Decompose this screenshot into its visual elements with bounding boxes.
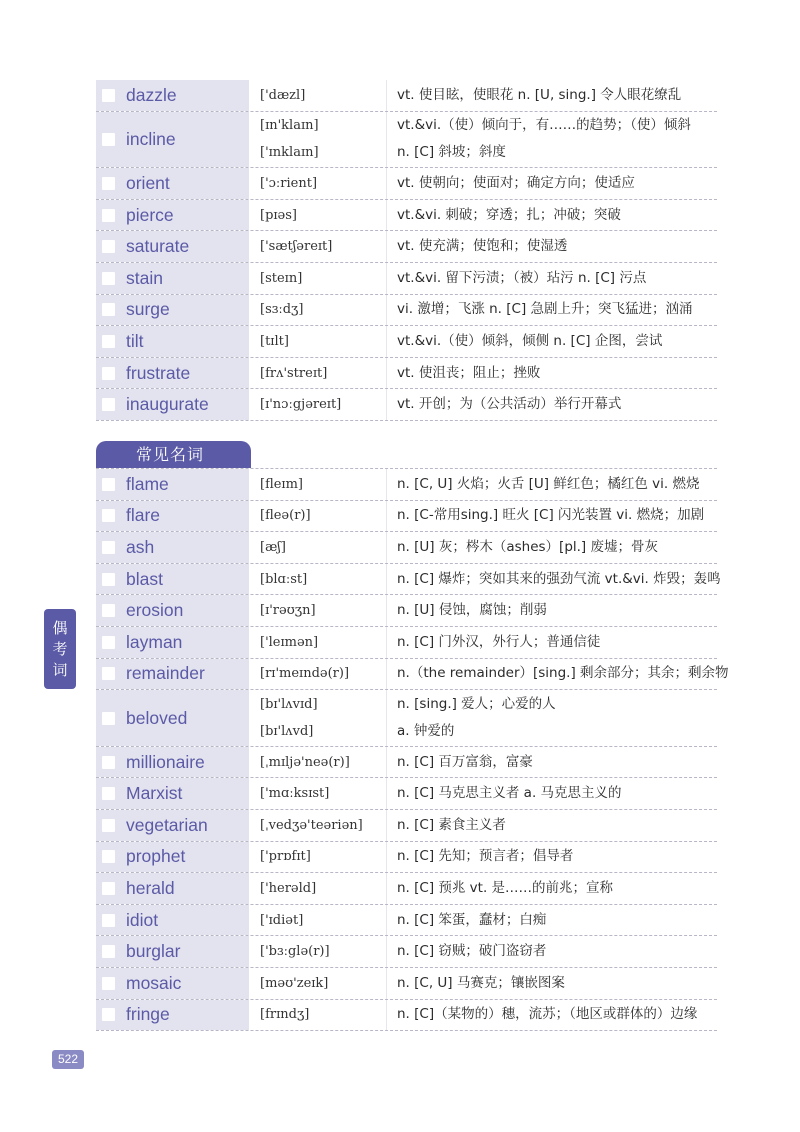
phonetic: [sɜːdʒ] bbox=[260, 302, 304, 318]
headword: saturate bbox=[126, 236, 190, 257]
word-cell bbox=[96, 112, 251, 168]
definition: n. [C] 马克思主义者 a. 马克思主义的 bbox=[397, 785, 622, 802]
phonetic: ['prɒfɪt] bbox=[260, 849, 311, 865]
checkbox-square-icon[interactable] bbox=[102, 573, 115, 586]
side-tab-char: 偶 bbox=[52, 618, 68, 637]
word-cell bbox=[96, 469, 251, 500]
checkbox-square-icon[interactable] bbox=[102, 667, 115, 680]
phonetic-cell bbox=[251, 112, 387, 168]
word-cell bbox=[96, 295, 251, 326]
word-row bbox=[96, 564, 721, 596]
verb-table bbox=[96, 80, 717, 421]
definition: n.（the remainder）[sing.] 剩余部分；其余；剩余物 bbox=[397, 665, 729, 682]
checkbox-square-icon[interactable] bbox=[102, 133, 115, 146]
definition: vt. 使朝向；使面对；确定方向；使适应 bbox=[397, 175, 635, 192]
headword: burglar bbox=[126, 941, 181, 962]
phonetic: ['bɜːglə(r)] bbox=[260, 944, 330, 960]
phonetic-cell bbox=[251, 873, 387, 904]
word-cell bbox=[96, 690, 251, 746]
headword: Marxist bbox=[126, 783, 183, 804]
phonetic: [ɪ'nɔːgjəreɪt] bbox=[260, 397, 342, 413]
checkbox-square-icon[interactable] bbox=[102, 240, 115, 253]
headword: orient bbox=[126, 173, 170, 194]
headword: ash bbox=[126, 536, 155, 557]
definition: vt. 开创；为（公共活动）举行开幕式 bbox=[397, 396, 622, 413]
section-title: 常见名词 bbox=[96, 441, 251, 468]
definition: n. [sing.] 爱人；心爱的人 bbox=[397, 696, 556, 712]
phonetic-cell bbox=[251, 231, 387, 262]
definition-cell bbox=[387, 690, 717, 746]
definition-cell bbox=[387, 501, 717, 532]
phonetic-cell bbox=[251, 501, 387, 532]
side-tab bbox=[44, 609, 76, 689]
word-row bbox=[96, 936, 717, 968]
word-cell bbox=[96, 168, 251, 199]
phonetic-cell bbox=[251, 842, 387, 873]
definition-cell bbox=[387, 469, 717, 500]
word-cell bbox=[96, 778, 251, 809]
definition-cell bbox=[387, 778, 717, 809]
phonetic: [frʌ'streɪt] bbox=[260, 365, 328, 381]
phonetic-cell bbox=[251, 80, 387, 111]
definition-cell bbox=[387, 532, 717, 563]
checkbox-square-icon[interactable] bbox=[102, 509, 115, 522]
word-cell bbox=[96, 659, 251, 690]
definition-cell bbox=[387, 200, 717, 231]
headword: surge bbox=[126, 299, 170, 320]
word-cell bbox=[96, 1000, 251, 1031]
phonetic: [ɪ'rəʊʒn] bbox=[260, 603, 316, 619]
definition-cell bbox=[387, 564, 721, 595]
phonetic-cell bbox=[251, 389, 387, 420]
word-cell bbox=[96, 842, 251, 873]
phonetic: [bɪ'lʌvɪd] bbox=[260, 697, 318, 712]
headword: vegetarian bbox=[126, 814, 208, 835]
definition-cell bbox=[387, 659, 729, 690]
word-row bbox=[96, 501, 717, 533]
phonetic-cell bbox=[251, 532, 387, 563]
definition: n. [C] 斜坡；斜度 bbox=[397, 144, 506, 161]
word-cell bbox=[96, 936, 251, 967]
definition: n. [C] 素食主义者 bbox=[397, 816, 506, 833]
definition: n. [C, U] 马赛克；镶嵌图案 bbox=[397, 974, 565, 991]
checkbox-square-icon[interactable] bbox=[102, 209, 115, 222]
definition: vt.&vi.（使）倾斜，倾侧 n. [C] 企图，尝试 bbox=[397, 333, 663, 350]
definition-cell bbox=[387, 358, 717, 389]
phonetic-cell bbox=[251, 200, 387, 231]
word-row bbox=[96, 690, 717, 747]
phonetic-cell bbox=[251, 968, 387, 999]
phonetic: [ɪn'klaɪn] bbox=[260, 118, 319, 134]
phonetic-cell bbox=[251, 168, 387, 199]
headword: tilt bbox=[126, 331, 144, 352]
phonetic-cell bbox=[251, 326, 387, 357]
checkbox-square-icon[interactable] bbox=[102, 914, 115, 927]
phonetic: ['ɪdiət] bbox=[260, 912, 304, 928]
word-cell bbox=[96, 810, 251, 841]
phonetic: [rɪ'meɪndə(r)] bbox=[260, 666, 350, 682]
phonetic-cell bbox=[251, 595, 387, 626]
headword: prophet bbox=[126, 846, 186, 867]
checkbox-square-icon[interactable] bbox=[102, 541, 115, 554]
word-row bbox=[96, 1000, 717, 1032]
definition-cell bbox=[387, 936, 717, 967]
phonetic-cell bbox=[251, 905, 387, 936]
word-row bbox=[96, 112, 717, 169]
word-cell bbox=[96, 595, 251, 626]
definition-cell bbox=[387, 263, 717, 294]
definition: n. [C] 百万富翁，富豪 bbox=[397, 753, 533, 770]
phonetic-cell bbox=[251, 810, 387, 841]
phonetic-cell bbox=[251, 263, 387, 294]
word-row bbox=[96, 231, 717, 263]
checkbox-square-icon[interactable] bbox=[102, 1008, 115, 1021]
checkbox-square-icon[interactable] bbox=[102, 819, 115, 832]
definition: vt. 使目眩，使眼花 n. [U, sing.] 令人眼花缭乱 bbox=[397, 86, 682, 103]
definition: a. 钟爱的 bbox=[397, 723, 455, 739]
side-tab-char: 词 bbox=[52, 660, 68, 679]
definition: n. [U] 灰；梣木（ashes）[pl.] 废墟；骨灰 bbox=[397, 538, 658, 555]
checkbox-square-icon[interactable] bbox=[102, 367, 115, 380]
definition-cell bbox=[387, 595, 717, 626]
definition-cell bbox=[387, 1000, 717, 1031]
definition: vt.&vi. 留下污渍；（被）玷污 n. [C] 污点 bbox=[397, 269, 647, 286]
definition-cell bbox=[387, 810, 717, 841]
phonetic-cell bbox=[251, 659, 387, 690]
definition-cell bbox=[387, 873, 717, 904]
headword: herald bbox=[126, 878, 175, 899]
word-row bbox=[96, 295, 717, 327]
phonetic: ['ɪnklaɪn] bbox=[260, 145, 319, 161]
word-row bbox=[96, 659, 729, 691]
page-number: 522 bbox=[52, 1050, 84, 1069]
checkbox-square-icon[interactable] bbox=[102, 604, 115, 617]
checkbox-square-icon[interactable] bbox=[102, 636, 115, 649]
phonetic: [steɪn] bbox=[260, 270, 303, 286]
word-cell bbox=[96, 627, 251, 658]
definition: n. [C] 预兆 vt. 是……的前兆；宣称 bbox=[397, 880, 614, 897]
phonetic-cell bbox=[251, 778, 387, 809]
phonetic-cell bbox=[251, 1000, 387, 1031]
phonetic: [tɪlt] bbox=[260, 334, 289, 350]
word-cell bbox=[96, 873, 251, 904]
word-row bbox=[96, 532, 717, 564]
phonetic-cell bbox=[251, 295, 387, 326]
definition: n. [C] 笨蛋，蠢材；白痴 bbox=[397, 911, 547, 928]
definition-cell bbox=[387, 231, 717, 262]
definition-cell bbox=[387, 80, 717, 111]
word-cell bbox=[96, 326, 251, 357]
definition: vt.&vi. 刺破；穿透；扎；冲破；突破 bbox=[397, 206, 621, 223]
word-row bbox=[96, 595, 717, 627]
word-row bbox=[96, 747, 717, 779]
headword: pierce bbox=[126, 204, 174, 225]
word-cell bbox=[96, 501, 251, 532]
definition: vi. 激增；飞涨 n. [C] 急剧上升；突飞猛进；汹涌 bbox=[397, 301, 693, 318]
word-row bbox=[96, 968, 717, 1000]
headword: layman bbox=[126, 631, 183, 652]
headword: flame bbox=[126, 473, 169, 494]
word-row bbox=[96, 905, 717, 937]
checkbox-square-icon[interactable] bbox=[102, 787, 115, 800]
word-row bbox=[96, 627, 717, 659]
definition-cell bbox=[387, 627, 717, 658]
phonetic: ['leɪmən] bbox=[260, 634, 319, 650]
word-cell bbox=[96, 389, 251, 420]
phonetic: [bɪ'lʌvd] bbox=[260, 724, 314, 739]
word-cell bbox=[96, 532, 251, 563]
phonetic: [məʊ'zeɪk] bbox=[260, 975, 329, 991]
checkbox-square-icon[interactable] bbox=[102, 478, 115, 491]
word-cell bbox=[96, 905, 251, 936]
noun-section bbox=[96, 441, 729, 1031]
headword: idiot bbox=[126, 909, 159, 930]
word-row bbox=[96, 842, 717, 874]
word-row bbox=[96, 469, 717, 501]
headword: inaugurate bbox=[126, 394, 209, 415]
word-row bbox=[96, 389, 717, 421]
word-row bbox=[96, 80, 717, 112]
word-cell bbox=[96, 358, 251, 389]
checkbox-square-icon[interactable] bbox=[102, 177, 115, 190]
definition: n. [C] 爆炸；突如其来的强劲气流 vt.&vi. 炸毁；轰鸣 bbox=[397, 570, 721, 587]
definition-cell bbox=[387, 112, 717, 168]
definition-cell bbox=[387, 842, 717, 873]
word-row bbox=[96, 326, 717, 358]
phonetic: [pɪəs] bbox=[260, 207, 297, 223]
headword: blast bbox=[126, 568, 163, 589]
headword: erosion bbox=[126, 600, 184, 621]
phonetic-cell bbox=[251, 747, 387, 778]
headword: frustrate bbox=[126, 362, 191, 383]
headword: millionaire bbox=[126, 751, 205, 772]
phonetic: ['dæzl] bbox=[260, 87, 306, 103]
word-row bbox=[96, 873, 717, 905]
headword: flare bbox=[126, 505, 161, 526]
phonetic: [fleə(r)] bbox=[260, 508, 311, 524]
word-cell bbox=[96, 747, 251, 778]
section-header bbox=[96, 441, 717, 469]
definition-cell bbox=[387, 326, 717, 357]
phonetic-cell bbox=[251, 936, 387, 967]
definition: n. [C, U] 火焰；火舌 [U] 鲜红色；橘红色 vi. 燃烧 bbox=[397, 475, 700, 492]
side-tab-char: 考 bbox=[52, 639, 68, 658]
checkbox-square-icon[interactable] bbox=[102, 712, 115, 725]
definition: n. [C] 窃贼；破门盗窃者 bbox=[397, 943, 547, 960]
checkbox-square-icon[interactable] bbox=[102, 977, 115, 990]
word-row bbox=[96, 358, 717, 390]
definition-cell bbox=[387, 968, 717, 999]
phonetic-cell bbox=[251, 690, 387, 746]
word-row bbox=[96, 778, 717, 810]
definition-cell bbox=[387, 168, 717, 199]
word-cell bbox=[96, 231, 251, 262]
checkbox-square-icon[interactable] bbox=[102, 882, 115, 895]
word-row bbox=[96, 168, 717, 200]
phonetic: [frɪndʒ] bbox=[260, 1007, 310, 1023]
phonetic: ['sætʃəreɪt] bbox=[260, 239, 333, 255]
phonetic-cell bbox=[251, 358, 387, 389]
checkbox-square-icon[interactable] bbox=[102, 89, 115, 102]
noun-table bbox=[96, 469, 729, 1031]
phonetic: ['ɔːrient] bbox=[260, 176, 318, 192]
word-cell bbox=[96, 564, 251, 595]
definition-cell bbox=[387, 905, 717, 936]
phonetic: [ˌvedʒə'teəriən] bbox=[260, 817, 363, 833]
headword: stain bbox=[126, 267, 163, 288]
definition: n. [C] 先知；预言者；倡导者 bbox=[397, 848, 574, 865]
definition-cell bbox=[387, 295, 717, 326]
definition: vt.&vi.（使）倾向于，有……的趋势；（使）倾斜 bbox=[397, 117, 691, 134]
definition-cell bbox=[387, 389, 717, 420]
definition: n. [C-常用sing.] 旺火 [C] 闪光装置 vi. 燃烧；加剧 bbox=[397, 507, 705, 524]
phonetic: [æʃ] bbox=[260, 539, 286, 555]
phonetic: ['herəld] bbox=[260, 881, 317, 897]
checkbox-square-icon[interactable] bbox=[102, 850, 115, 863]
checkbox-square-icon[interactable] bbox=[102, 398, 115, 411]
phonetic-cell bbox=[251, 627, 387, 658]
checkbox-square-icon[interactable] bbox=[102, 756, 115, 769]
phonetic: [blɑːst] bbox=[260, 571, 308, 587]
definition: n. [C] 门外汉，外行人；普通信徒 bbox=[397, 633, 601, 650]
definition: vt. 使充满；使饱和；使湿透 bbox=[397, 238, 568, 255]
headword: remainder bbox=[126, 663, 205, 684]
definition: vt. 使沮丧；阻止；挫败 bbox=[397, 364, 541, 381]
checkbox-square-icon[interactable] bbox=[102, 945, 115, 958]
headword: mosaic bbox=[126, 972, 182, 993]
checkbox-square-icon[interactable] bbox=[102, 303, 115, 316]
word-cell bbox=[96, 263, 251, 294]
phonetic-cell bbox=[251, 564, 387, 595]
headword: fringe bbox=[126, 1004, 170, 1025]
phonetic-cell bbox=[251, 469, 387, 500]
definition: n. [U] 侵蚀，腐蚀；削弱 bbox=[397, 602, 547, 619]
word-row bbox=[96, 200, 717, 232]
phonetic: ['mɑːksɪst] bbox=[260, 786, 330, 802]
word-cell bbox=[96, 968, 251, 999]
checkbox-square-icon[interactable] bbox=[102, 272, 115, 285]
headword: beloved bbox=[126, 707, 188, 728]
word-row bbox=[96, 263, 717, 295]
word-cell bbox=[96, 80, 251, 111]
headword: incline bbox=[126, 128, 176, 149]
definition: n. [C]（某物的）穗，流苏；（地区或群体的）边缘 bbox=[397, 1006, 698, 1023]
headword: dazzle bbox=[126, 84, 177, 105]
definition-cell bbox=[387, 747, 717, 778]
word-cell bbox=[96, 200, 251, 231]
checkbox-square-icon[interactable] bbox=[102, 335, 115, 348]
phonetic: [ˌmɪljə'neə(r)] bbox=[260, 754, 350, 770]
phonetic: [fleɪm] bbox=[260, 476, 303, 492]
word-row bbox=[96, 810, 717, 842]
